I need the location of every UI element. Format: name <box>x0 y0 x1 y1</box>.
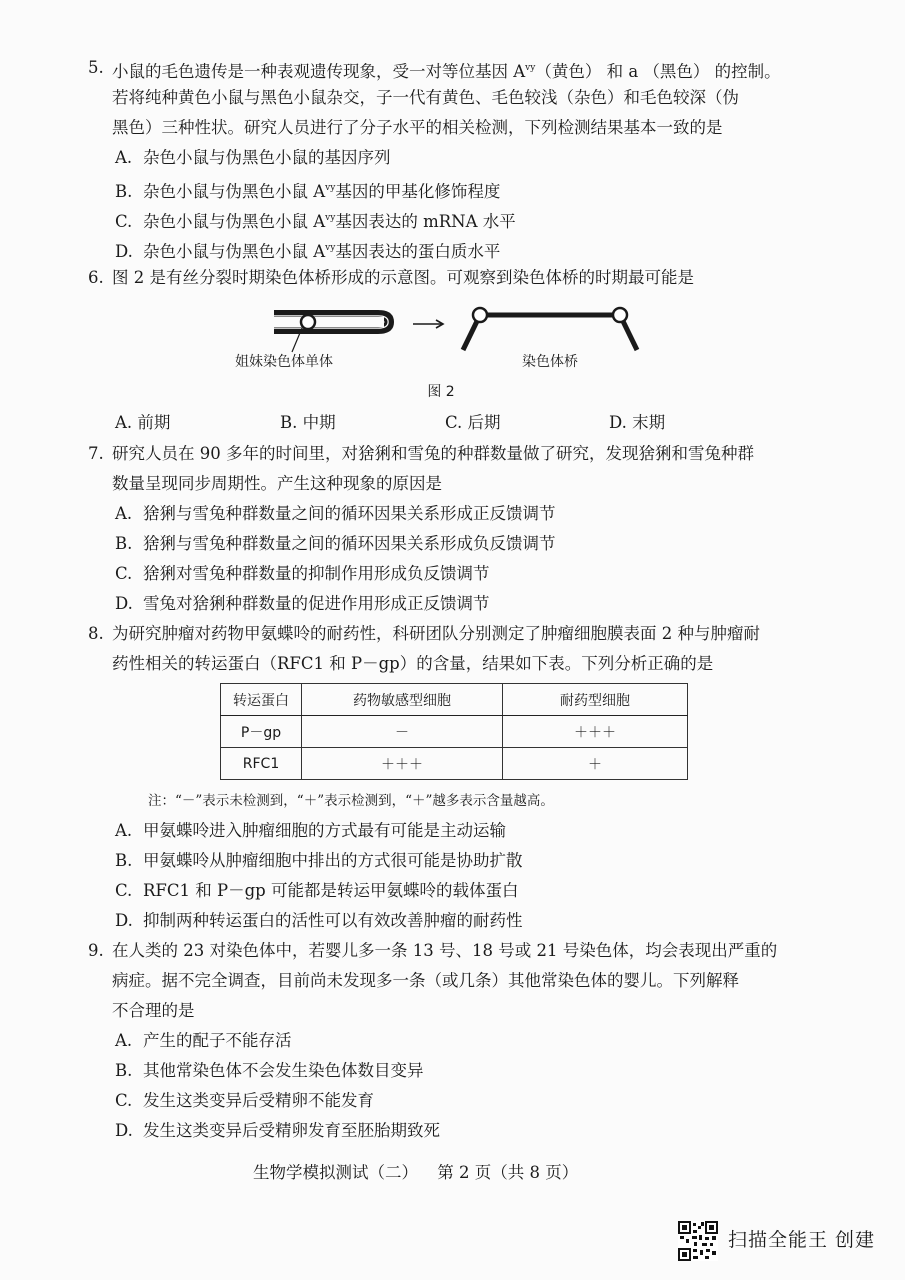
option-text: 杂色小鼠与伪黑色小鼠 A <box>143 182 326 201</box>
table-header-row <box>221 684 688 716</box>
option-c[interactable] <box>115 563 490 585</box>
option-label: B. <box>115 182 133 201</box>
option-c[interactable] <box>115 880 518 902</box>
option-text: 发生这类变异后受精卵不能发育 <box>143 1091 374 1110</box>
question-stem-line: 不合理的是 <box>112 1001 195 1020</box>
chromosome-bridge-diagram <box>463 308 637 350</box>
question-stem-line: 若将纯种黄色小鼠与黑色小鼠杂交，子一代有黄色、毛色较浅（杂色）和毛色较深（伪 <box>112 88 739 107</box>
question-number: 8. <box>88 624 104 643</box>
option-text: 杂色小鼠与伪黑色小鼠的基因序列 <box>143 148 391 167</box>
option-label: C. <box>115 1091 133 1110</box>
option-label: C. <box>115 212 133 231</box>
centromere <box>301 315 315 329</box>
question-number: 7. <box>88 444 104 463</box>
option-b[interactable] <box>115 177 500 203</box>
option-label: C. <box>445 413 463 432</box>
option-b[interactable] <box>115 533 556 555</box>
table-row <box>221 748 688 780</box>
option-a[interactable] <box>115 1030 292 1052</box>
option-label: C. <box>115 881 133 900</box>
question-number: 6. <box>88 268 104 287</box>
option-c[interactable] <box>115 207 516 233</box>
option-label: D. <box>115 594 133 613</box>
option-label: A. <box>115 821 133 840</box>
option-text: 杂色小鼠与伪黑色小鼠 A <box>143 212 326 231</box>
option-label: D. <box>115 911 133 930</box>
option-text: 中期 <box>302 413 336 432</box>
option-text: 基因的甲基化修饰程度 <box>335 182 501 201</box>
option-b[interactable] <box>115 850 523 872</box>
question-stem-line: 在人类的 23 对染色体中，若婴儿多一条 13 号、18 号或 21 号染色体，均会表现出严重的 <box>112 941 778 960</box>
option-text: 其他常染色体不会发生染色体数目变异 <box>143 1061 424 1080</box>
option-text: 猞猁对雪兔种群数量的抑制作用形成负反馈调节 <box>143 564 490 583</box>
option-d[interactable] <box>115 910 523 932</box>
option-label: D. <box>609 413 627 432</box>
option-text: 末期 <box>632 413 666 432</box>
option-label: B. <box>115 851 133 870</box>
question-stem-line: 黑色）三种性状。研究人员进行了分子水平的相关检测，下列检测结果基本一致的是 <box>112 118 723 137</box>
option-label: D. <box>115 1121 133 1140</box>
option-label: A. <box>115 148 133 167</box>
question-number: 9. <box>88 941 104 960</box>
figure-left-label: 姐妹染色体单体 <box>235 354 333 370</box>
option-label: C. <box>115 564 133 583</box>
page-number: 第 2 页（共 8 页） <box>437 1163 579 1182</box>
option-label: A. <box>115 413 133 432</box>
option-c[interactable] <box>115 1090 374 1112</box>
table-cell: P－gp <box>221 716 302 748</box>
page-footer <box>253 1159 592 1183</box>
option-c[interactable] <box>445 412 501 434</box>
option-label: B. <box>280 413 298 432</box>
option-a[interactable] <box>115 503 556 525</box>
option-d[interactable] <box>609 412 665 434</box>
option-text: 猞猁与雪兔种群数量之间的循环因果关系形成负反馈调节 <box>143 534 556 553</box>
option-b[interactable] <box>115 1060 424 1082</box>
option-text: 甲氨蝶呤进入肿瘤细胞的方式最有可能是主动运输 <box>143 821 506 840</box>
figure-caption: 图 2 <box>427 384 455 400</box>
question-stem-line: 研究人员在 90 多年的时间里，对猞猁和雪兔的种群数量做了研究，发现猞猁和雪兔种群 <box>112 444 754 463</box>
table-note: 注：“－”表示未检测到，“＋”表示检测到，“＋”越多表示含量越高。 <box>148 793 554 809</box>
option-a[interactable] <box>115 412 170 434</box>
question-stem-line <box>112 57 781 83</box>
table-row <box>221 716 688 748</box>
scanner-watermark <box>678 1219 878 1263</box>
question-stem-line: 数量呈现同步周期性。产生这种现象的原因是 <box>112 474 442 493</box>
option-text: 雪兔对猞猁种群数量的促进作用形成正反馈调节 <box>143 594 490 613</box>
table-header-cell: 耐药型细胞 <box>503 684 688 716</box>
option-a[interactable] <box>115 147 391 169</box>
option-label: B. <box>115 534 133 553</box>
question-stem-line: 病症。据不完全调查，目前尚未发现多一条（或几条）其他常染色体的婴儿。下列解释 <box>112 971 739 990</box>
superscript: vy <box>325 243 336 253</box>
option-d[interactable] <box>115 593 490 615</box>
transport-protein-table <box>220 683 688 780</box>
table-cell: RFC1 <box>221 748 302 780</box>
option-text: 基因表达的 mRNA 水平 <box>335 212 516 231</box>
table-header-cell: 药物敏感型细胞 <box>302 684 503 716</box>
option-text: 基因表达的蛋白质水平 <box>335 242 501 261</box>
option-d[interactable] <box>115 1120 440 1142</box>
superscript: vy <box>325 213 336 223</box>
option-text: 前期 <box>137 413 171 432</box>
option-text: 抑制两种转运蛋白的活性可以有效改善肿瘤的耐药性 <box>143 911 523 930</box>
table-cell: ＋ <box>503 748 688 780</box>
table-header-cell: 转运蛋白 <box>221 684 302 716</box>
option-text: 后期 <box>467 413 501 432</box>
question-stem-line: 图 2 是有丝分裂时期染色体桥形成的示意图。可观察到染色体桥的时期最可能是 <box>112 268 694 287</box>
option-label: A. <box>115 1031 133 1050</box>
exam-title: 生物学模拟测试（二） <box>253 1163 418 1182</box>
centromere-left <box>473 308 487 322</box>
option-label: B. <box>115 1061 133 1080</box>
arrow-right-icon <box>413 320 443 328</box>
stem-text: （黄色） 和 a （黑色） 的控制。 <box>535 62 781 81</box>
option-text: 发生这类变异后受精卵发育至胚胎期致死 <box>143 1121 440 1140</box>
figure-2 <box>200 298 680 408</box>
option-b[interactable] <box>280 412 336 434</box>
option-text: 猞猁与雪兔种群数量之间的循环因果关系形成正反馈调节 <box>143 504 556 523</box>
option-text: RFC1 和 P－gp 可能都是转运甲氨蝶呤的载体蛋白 <box>143 881 519 900</box>
option-label: A. <box>115 504 133 523</box>
superscript: vy <box>325 183 336 193</box>
centromere-right <box>613 308 627 322</box>
superscript: vy <box>525 63 536 73</box>
question-stem-line: 药性相关的转运蛋白（RFC1 和 P－gp）的含量，结果如下表。下列分析正确的是 <box>112 654 714 673</box>
question-stem-line: 为研究肿瘤对药物甲氨蝶呤的耐药性，科研团队分别测定了肿瘤细胞膜表面 2 种与肿瘤耐 <box>112 624 760 643</box>
option-text: 杂色小鼠与伪黑色小鼠 A <box>143 242 326 261</box>
option-text: 甲氨蝶呤从肿瘤细胞中排出的方式很可能是协助扩散 <box>143 851 523 870</box>
table-cell: ＋＋＋ <box>302 748 503 780</box>
option-a[interactable] <box>115 820 506 842</box>
qr-code-icon <box>678 1221 718 1261</box>
option-d[interactable] <box>115 237 500 263</box>
figure-right-label: 染色体桥 <box>522 354 578 370</box>
table-cell: ＋＋＋ <box>503 716 688 748</box>
table-cell: － <box>302 716 503 748</box>
stem-text: 小鼠的毛色遗传是一种表观遗传现象，受一对等位基因 A <box>112 62 526 81</box>
watermark-text: 扫描全能王 创建 <box>728 1229 876 1251</box>
question-number: 5. <box>88 58 104 77</box>
option-label: D. <box>115 242 133 261</box>
sister-chromatids-diagram <box>274 312 392 352</box>
option-text: 产生的配子不能存活 <box>143 1031 292 1050</box>
